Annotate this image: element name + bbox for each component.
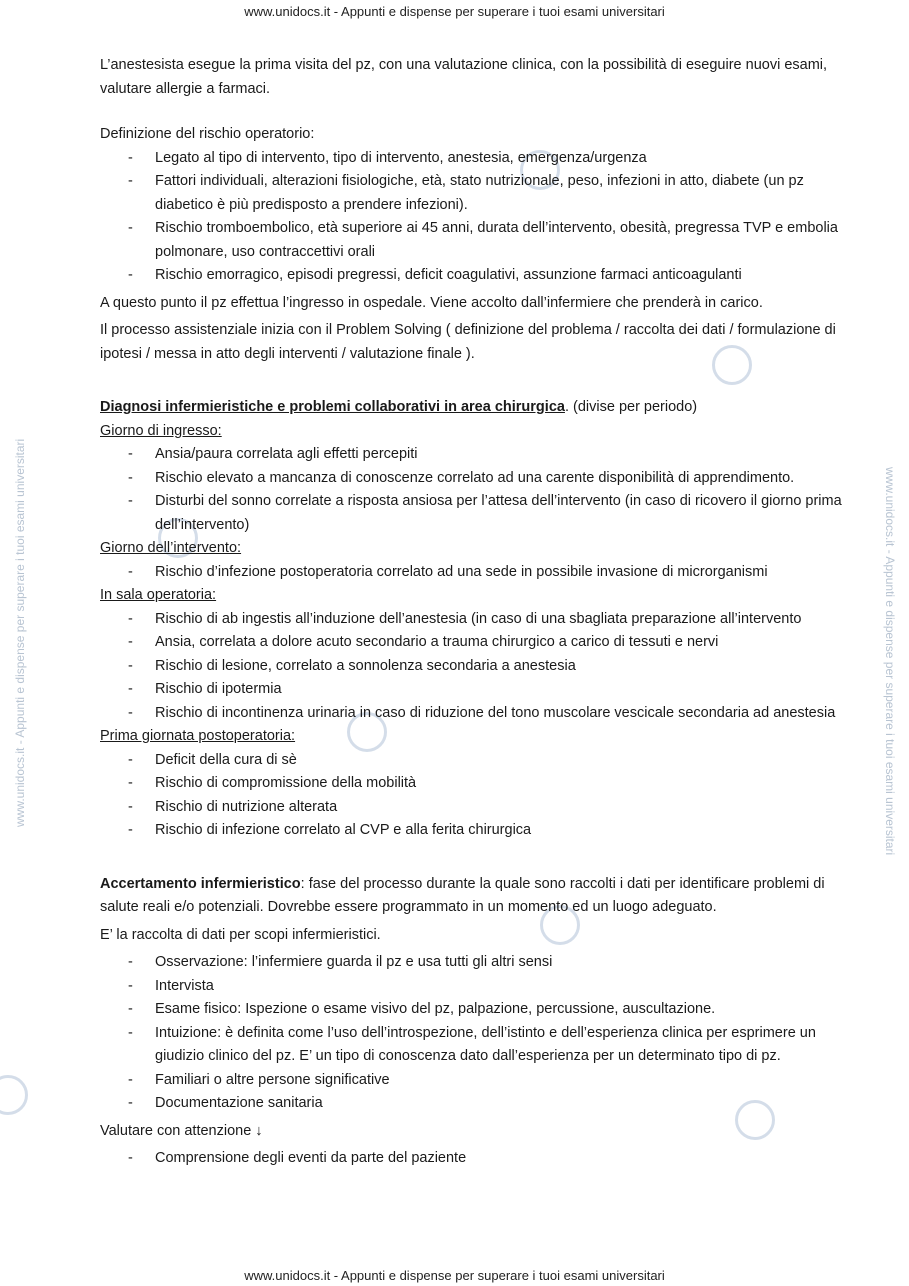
right-side-watermark: www.unidocs.it - Appunti e dispense per superare i tuoi esami universitari <box>883 467 897 856</box>
list-item: - Familiari o altre persone significative <box>100 1069 865 1093</box>
list-item: - Ansia/paura correlata agli effetti percepiti <box>100 443 865 467</box>
list-item: - Osservazione: l’infermiere guarda il pz e usa tutti gli altri sensi <box>100 951 865 975</box>
process-paragraph: Il processo assistenziale inizia con il Problem Solving ( definizione del problema / raccolta dei dati / formulazione di ipotesi / messa in atto degli interventi / valutazione finale ). <box>100 322 836 362</box>
list-item: - Rischio di ab ingestis all’induzione dell’anestesia (in caso di una sbagliata preparazione all’intervento <box>100 608 865 632</box>
document-page <box>100 54 865 1171</box>
list-item: - Rischio di ipotermia <box>100 678 865 702</box>
list-item: - Rischio di infezione correlato al CVP e alla ferita chirurgica <box>100 819 865 843</box>
diagnosis-title-suffix: . (divise per periodo) <box>564 399 698 415</box>
assessment-note: E’ la raccolta di dati per scopi infermieristici. <box>100 926 381 943</box>
list-item: - Ansia, correlata a dolore acuto secondario a trauma chirurgico a carico di tessuti e nervi <box>100 631 865 655</box>
diagnosis-title: Diagnosi infermieristiche e problemi collaborativi in area chirurgica <box>100 399 565 415</box>
list-item: - Fattori individuali, alterazioni fisiologiche, età, stato nutrizionale, peso, infezioni in atto, diabete (un pz diabetico è più predisposto a prendere infezioni). <box>100 170 865 217</box>
list-item: - Rischio di nutrizione alterata <box>100 796 865 820</box>
list-item: - Rischio emorragico, episodi pregressi, deficit coagulativi, assunzione farmaci anticoagulanti <box>100 264 865 288</box>
assessment-paragraph <box>100 873 865 920</box>
section-heading-admission-day: Giorno di ingresso: <box>100 422 222 439</box>
assessment-term: Accertamento infermieristico <box>100 875 301 892</box>
assessment-list <box>100 951 865 1116</box>
section-heading-operating-room: In sala operatoria: <box>100 587 217 603</box>
list-item: - Esame fisico: Ispezione o esame visivo del pz, palpazione, percussione, auscultazione. <box>100 998 865 1022</box>
list-item: - Rischio di incontinenza urinaria in caso di riduzione del tono muscolare vescicale secondaria ad anestesia <box>100 702 865 726</box>
header-watermark: www.unidocs.it - Appunti e dispense per superare i tuoi esami universitari <box>244 4 665 19</box>
operating-room-list <box>100 608 865 726</box>
list-item: - Intervista <box>100 975 865 999</box>
list-item: - Disturbi del sonno correlate a risposta ansiosa per l’attesa dell’intervento (in caso di ricovero il giorno prima dell’intervento) <box>100 490 865 537</box>
evaluate-title: Valutare con attenzione ↓ <box>100 1122 263 1139</box>
admission-day-list <box>100 443 865 537</box>
first-postop-day-list <box>100 749 865 843</box>
intro-paragraph: L’anestesista esegue la prima visita del pz, con una valutazione clinica, con la possibilità di eseguire nuovi esami, valutare allergie a farmaci. <box>100 57 828 97</box>
list-item: - Rischio di lesione, correlato a sonnolenza secondaria a anestesia <box>100 655 865 679</box>
risk-title: Definizione del rischio operatorio: <box>100 126 315 142</box>
list-item: - Rischio d’infezione postoperatoria correlato ad una sede in possibile invasione di microrganismi <box>100 561 865 585</box>
list-item: - Rischio elevato a mancanza di conoscenze correlato ad una carente disponibilità di apprendimento. <box>100 467 865 491</box>
evaluate-list <box>100 1147 865 1171</box>
surgery-day-list <box>100 561 865 585</box>
list-item: - Rischio tromboembolico, età superiore ai 45 anni, durata dell’intervento, obesità, pregressa TVP e embolia polmonare, uso contraccettivi orali <box>100 217 865 264</box>
section-heading-first-postop-day: Prima giornata postoperatoria: <box>100 728 296 744</box>
list-item: - Comprensione degli eventi da parte del paziente <box>100 1147 865 1171</box>
assessment-definition: : fase del processo durante la quale sono raccolti i dati per identificare problemi di salute reali e/o potenziali. Dovrebbe essere programmato in un momento ed un luogo adeguato. <box>100 875 825 915</box>
left-side-watermark: www.unidocs.it - Appunti e dispense per superare i tuoi esami universitari <box>13 438 27 827</box>
list-item: - Intuizione: è definita come l’uso dell’introspezione, dell’istinto e dell’esperienza clinica per esprimere un giudizio clinico del pz. E’ un tipo di conoscenza dato dall’esperienza per un determinato tipo di pz. <box>100 1022 865 1069</box>
risk-list <box>100 147 865 288</box>
diagnosis-title-line <box>100 396 865 420</box>
watermark-logo-icon <box>0 1075 28 1115</box>
footer-watermark: www.unidocs.it - Appunti e dispense per superare i tuoi esami universitari <box>244 1268 665 1283</box>
list-item: - Documentazione sanitaria <box>100 1092 865 1116</box>
admission-paragraph: A questo punto il pz effettua l’ingresso in ospedale. Viene accolto dall’infermiere che prenderà in carico. <box>100 294 763 311</box>
list-item: - Deficit della cura di sè <box>100 749 865 773</box>
section-heading-surgery-day: Giorno dell’intervento: <box>100 540 242 556</box>
list-item: - Rischio di compromissione della mobilità <box>100 772 865 796</box>
list-item: - Legato al tipo di intervento, tipo di intervento, anestesia, emergenza/urgenza <box>100 147 865 171</box>
